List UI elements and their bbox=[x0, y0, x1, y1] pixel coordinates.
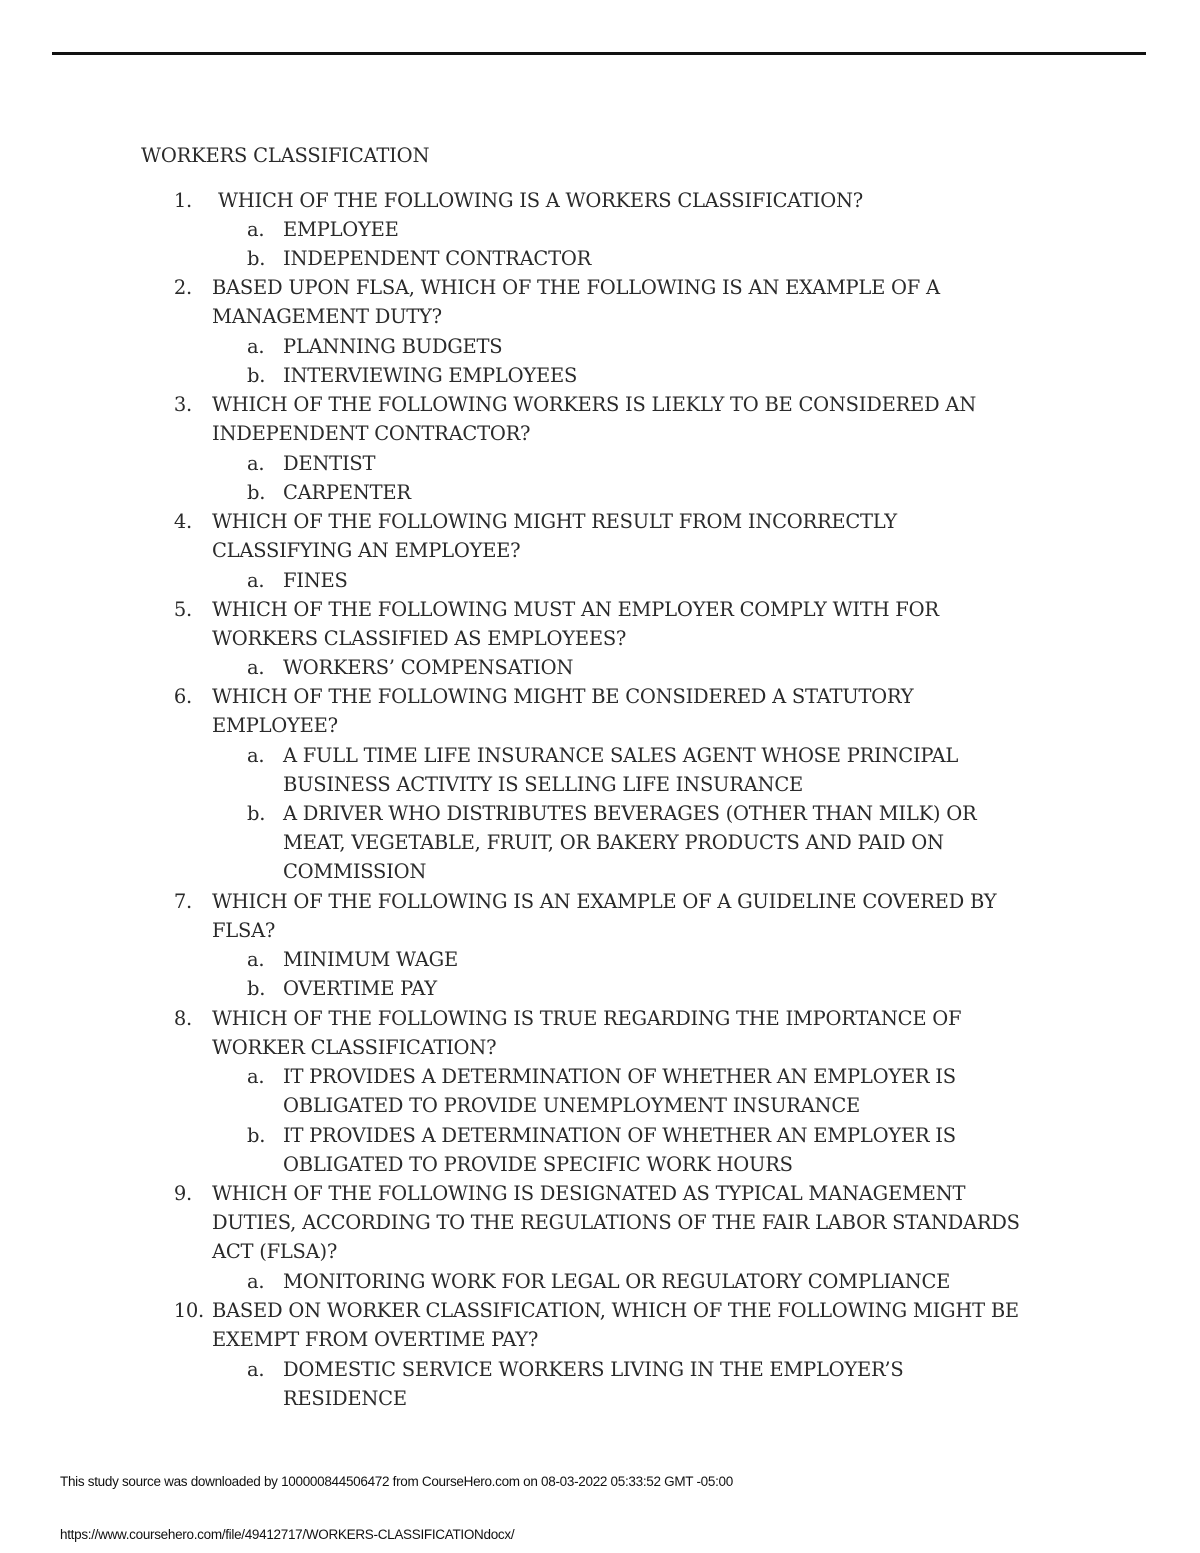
option-1b bbox=[0, 244, 1200, 274]
question-number: 9. bbox=[173, 1182, 192, 1205]
option-letter: a. bbox=[247, 656, 265, 679]
option-letter: a. bbox=[247, 744, 265, 767]
option-text: FINES bbox=[283, 569, 348, 592]
option-8a bbox=[0, 1062, 1200, 1122]
option-letter: b. bbox=[247, 364, 266, 387]
option-text: INDEPENDENT CONTRACTOR bbox=[283, 247, 592, 270]
option-2a bbox=[0, 332, 1200, 362]
question-4 bbox=[0, 507, 1200, 567]
option-letter: b. bbox=[247, 247, 266, 270]
question-text: WHICH OF THE FOLLOWING IS TRUE REGARDING THE IMPORTANCE OF WORKER CLASSIFICATION? bbox=[212, 1007, 962, 1060]
option-text: A FULL TIME LIFE INSURANCE SALES AGENT WHOSE PRINCIPAL BUSINESS ACTIVITY IS SELLING LIFE INSURANCE bbox=[283, 744, 959, 797]
option-text: IT PROVIDES A DETERMINATION OF WHETHER AN EMPLOYER IS OBLIGATED TO PROVIDE UNEMPLOYMENT INSURANCE bbox=[283, 1065, 956, 1118]
question-text: BASED ON WORKER CLASSIFICATION, WHICH OF THE FOLLOWING MIGHT BE EXEMPT FROM OVERTIME PAY? bbox=[212, 1299, 1019, 1352]
option-text: INTERVIEWING EMPLOYEES bbox=[283, 364, 578, 387]
question-1 bbox=[0, 186, 1200, 216]
option-text: PLANNING BUDGETS bbox=[283, 335, 503, 358]
question-7 bbox=[0, 887, 1200, 947]
question-text: WHICH OF THE FOLLOWING IS AN EXAMPLE OF A GUIDELINE COVERED BY FLSA? bbox=[212, 890, 997, 943]
option-7a bbox=[0, 945, 1200, 975]
option-letter: a. bbox=[247, 218, 265, 241]
download-source-note: This study source was downloaded by 100000844506472 from CourseHero.com on 08-03-2022 05:33:52 GMT -05:00 bbox=[60, 1474, 733, 1489]
option-text: CARPENTER bbox=[283, 481, 411, 504]
option-1a bbox=[0, 215, 1200, 245]
question-text: WHICH OF THE FOLLOWING IS A WORKERS CLASSIFICATION? bbox=[218, 189, 863, 212]
option-9a bbox=[0, 1267, 1200, 1297]
option-letter: a. bbox=[247, 1270, 265, 1293]
option-2b bbox=[0, 361, 1200, 391]
question-number: 7. bbox=[173, 890, 192, 913]
document-title: WORKERS CLASSIFICATION bbox=[141, 144, 430, 167]
option-text: DOMESTIC SERVICE WORKERS LIVING IN THE EMPLOYER’S RESIDENCE bbox=[283, 1358, 904, 1411]
option-letter: b. bbox=[247, 481, 266, 504]
option-letter: a. bbox=[247, 948, 265, 971]
question-number: 6. bbox=[173, 685, 192, 708]
option-4a bbox=[0, 566, 1200, 596]
option-text: EMPLOYEE bbox=[283, 218, 399, 241]
option-letter: a. bbox=[247, 335, 265, 358]
option-letter: b. bbox=[247, 977, 266, 1000]
question-10 bbox=[0, 1296, 1200, 1356]
option-text: DENTIST bbox=[283, 452, 376, 475]
option-letter: a. bbox=[247, 452, 265, 475]
option-text: A DRIVER WHO DISTRIBUTES BEVERAGES (OTHER THAN MILK) OR MEAT, VEGETABLE, FRUIT, OR BAKERY PRODUCTS AND PAID ON COMMISSION bbox=[283, 802, 977, 884]
question-8 bbox=[0, 1004, 1200, 1064]
option-text: WORKERS’ COMPENSATION bbox=[283, 656, 574, 679]
option-6a bbox=[0, 741, 1200, 801]
option-3b bbox=[0, 478, 1200, 508]
question-2 bbox=[0, 273, 1200, 333]
source-url[interactable]: https://www.coursehero.com/file/49412717/WORKERS-CLASSIFICATIONdocx/ bbox=[60, 1527, 515, 1542]
option-text: MINIMUM WAGE bbox=[283, 948, 458, 971]
question-5 bbox=[0, 595, 1200, 655]
option-3a bbox=[0, 449, 1200, 479]
option-7b bbox=[0, 974, 1200, 1004]
question-text: WHICH OF THE FOLLOWING MIGHT RESULT FROM INCORRECTLY CLASSIFYING AN EMPLOYEE? bbox=[212, 510, 897, 563]
question-number: 2. bbox=[173, 276, 192, 299]
question-number: 8. bbox=[173, 1007, 192, 1030]
option-letter: b. bbox=[247, 1124, 266, 1147]
question-text: WHICH OF THE FOLLOWING WORKERS IS LIEKLY TO BE CONSIDERED AN INDEPENDENT CONTRACTOR? bbox=[212, 393, 977, 446]
option-text: MONITORING WORK FOR LEGAL OR REGULATORY COMPLIANCE bbox=[283, 1270, 951, 1293]
option-letter: a. bbox=[247, 1065, 265, 1088]
option-letter: a. bbox=[247, 1358, 265, 1381]
question-number: 1. bbox=[173, 189, 192, 212]
question-number: 3. bbox=[173, 393, 192, 416]
question-text: WHICH OF THE FOLLOWING MUST AN EMPLOYER COMPLY WITH FOR WORKERS CLASSIFIED AS EMPLOYEES? bbox=[212, 598, 939, 651]
option-letter: b. bbox=[247, 802, 266, 825]
option-letter: a. bbox=[247, 569, 265, 592]
top-rule bbox=[52, 52, 1146, 55]
option-8b bbox=[0, 1121, 1200, 1181]
option-text: IT PROVIDES A DETERMINATION OF WHETHER AN EMPLOYER IS OBLIGATED TO PROVIDE SPECIFIC WORK HOURS bbox=[283, 1124, 956, 1177]
question-3 bbox=[0, 390, 1200, 450]
question-number: 4. bbox=[173, 510, 192, 533]
question-text: WHICH OF THE FOLLOWING MIGHT BE CONSIDERED A STATUTORY EMPLOYEE? bbox=[212, 685, 914, 738]
question-number: 10. bbox=[173, 1299, 204, 1322]
question-9 bbox=[0, 1179, 1200, 1269]
question-text: WHICH OF THE FOLLOWING IS DESIGNATED AS TYPICAL MANAGEMENT DUTIES, ACCORDING TO THE REGULATIONS OF THE FAIR LABOR STANDARDS ACT (FLSA)? bbox=[212, 1182, 1020, 1264]
question-text: BASED UPON FLSA, WHICH OF THE FOLLOWING IS AN EXAMPLE OF A MANAGEMENT DUTY? bbox=[212, 276, 940, 329]
option-text: OVERTIME PAY bbox=[283, 977, 437, 1000]
option-6b bbox=[0, 799, 1200, 889]
option-5a bbox=[0, 653, 1200, 683]
question-6 bbox=[0, 682, 1200, 742]
option-10a bbox=[0, 1355, 1200, 1415]
question-number: 5. bbox=[173, 598, 192, 621]
